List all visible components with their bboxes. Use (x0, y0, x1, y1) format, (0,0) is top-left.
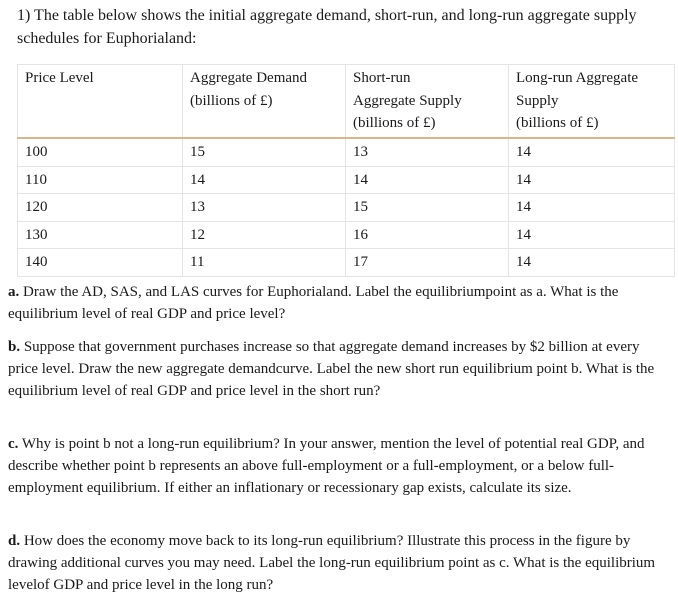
question-label: c. (8, 436, 19, 452)
header-line: Price Level (25, 70, 94, 86)
table-row (18, 138, 675, 166)
schedule-table (17, 64, 675, 277)
question-label: a. (8, 284, 20, 300)
header-long-run-supply (509, 65, 675, 139)
table-cell: 15 (346, 194, 509, 222)
question-label: b. (8, 339, 21, 355)
table-cell: 12 (183, 221, 346, 249)
question-text: Suppose that government purchases increase so that aggregate demand increases by $2 billion at every price level. Draw the new aggregate demandcurve. Label the new short run equilibrium point b. What is the equilibrium level of real GDP and price level in the short run? (8, 339, 655, 399)
table-cell: 14 (509, 194, 675, 222)
table-cell: 14 (509, 249, 675, 277)
table-cell: 14 (509, 221, 675, 249)
table-cell: 14 (509, 166, 675, 194)
table-cell: 120 (18, 194, 183, 222)
header-aggregate-demand (183, 65, 346, 139)
table-cell: 14 (346, 166, 509, 194)
table-row (18, 194, 675, 222)
table-cell: 130 (18, 221, 183, 249)
header-line: Aggregate Supply (353, 92, 462, 109)
question-text: Why is point b not a long-run equilibrium? In your answer, mention the level of potential real GDP, and describe whether point b represents an above full-employment or a full-employment, or a below full-employment equilibrium. If either an inflationary or recessionary gap exists, calculate its size. (8, 436, 645, 496)
question-a (8, 281, 673, 325)
question-label: d. (8, 533, 21, 549)
table-cell: 17 (346, 249, 509, 277)
table-cell: 11 (183, 249, 346, 277)
question-d (8, 530, 673, 596)
table-row (18, 249, 675, 277)
table-header-row (18, 65, 675, 139)
table-cell: 14 (509, 138, 675, 166)
header-line: (billions of £) (190, 92, 273, 109)
table-cell: 100 (18, 138, 183, 166)
problem-title: 1) The table below shows the initial aggregate demand, short-run, and long-run aggregate supply schedules for Euphorialand: (17, 7, 637, 47)
table-cell: 14 (183, 166, 346, 194)
header-line: (billions of £) (516, 115, 599, 131)
question-text: Draw the AD, SAS, and LAS curves for Euphorialand. Label the equilibriumpoint as a. What is the equilibrium level of real GDP and price level? (8, 284, 619, 322)
question-b (8, 336, 673, 402)
header-line: Supply (516, 92, 559, 109)
table-cell: 13 (183, 194, 346, 222)
table-cell: 13 (346, 138, 509, 166)
table-cell: 15 (183, 138, 346, 166)
question-text: How does the economy move back to its long-run equilibrium? Illustrate this process in the figure by drawing additional curves you may need. Label the long-run equilibrium point as c. What is the equilibrium levelof GDP and price level in the long run? (8, 533, 656, 593)
table-cell: 140 (18, 249, 183, 277)
header-price-level (18, 65, 183, 139)
table-cell: 110 (18, 166, 183, 194)
header-line: Long-run Aggregate (516, 70, 639, 86)
table-row (18, 221, 675, 249)
question-c (8, 433, 673, 499)
header-line: Aggregate Demand (190, 70, 308, 86)
header-short-run-supply (346, 65, 509, 139)
header-line: (billions of £) (353, 115, 436, 131)
table-row (18, 166, 675, 194)
table-cell: 16 (346, 221, 509, 249)
header-line: Short-run (353, 70, 411, 86)
